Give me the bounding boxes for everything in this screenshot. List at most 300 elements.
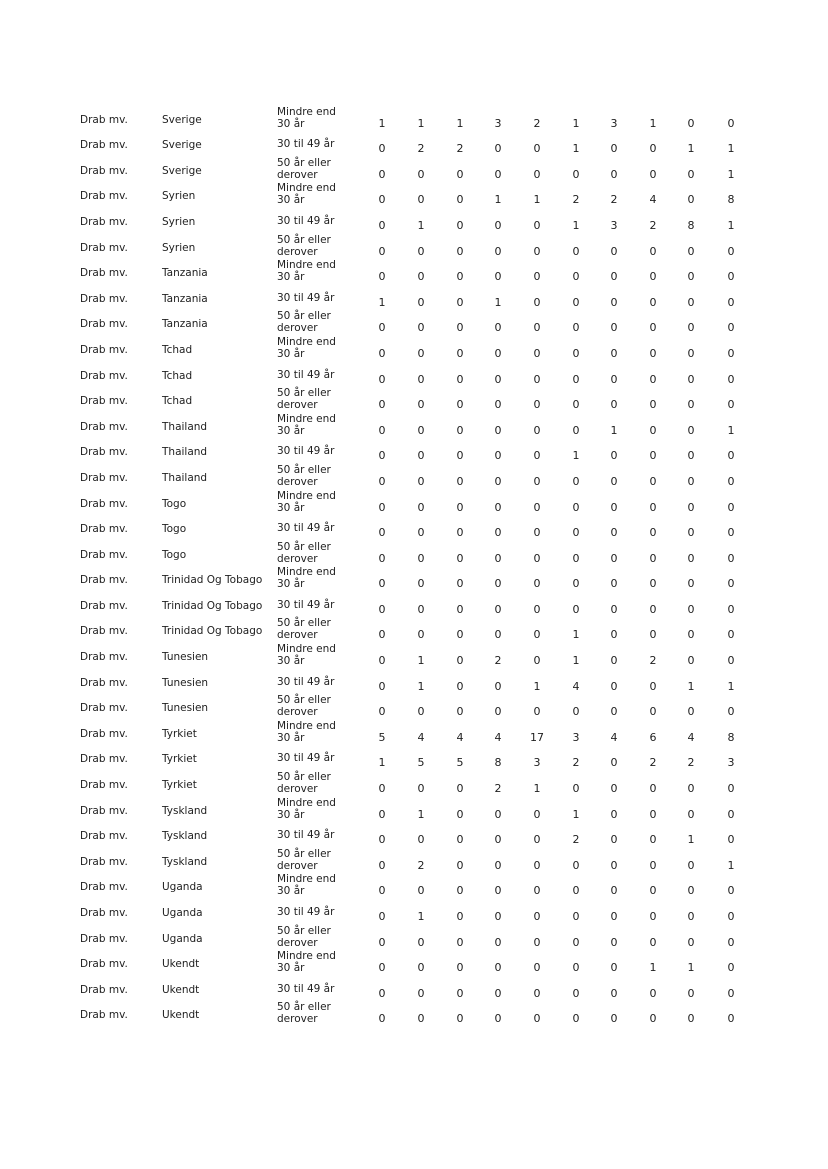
value-cell: 0	[610, 346, 618, 360]
value-cell: 0	[417, 474, 425, 488]
value-cell: 0	[456, 935, 464, 949]
age-group-cell: Mindre end 30 år	[277, 182, 336, 207]
value-cell: 0	[494, 321, 502, 335]
value-cell: 0	[610, 474, 618, 488]
value-cell: 0	[533, 705, 541, 719]
value-cell: 0	[727, 654, 735, 668]
value-cell: 1	[572, 142, 580, 156]
value-cell: 0	[378, 500, 386, 514]
value-cell: 0	[378, 628, 386, 642]
crime-type-cell: Drab mv.	[80, 395, 128, 408]
table-row	[0, 769, 828, 795]
value-cell: 0	[727, 526, 735, 540]
value-cell: 0	[378, 474, 386, 488]
value-cell: 0	[687, 474, 695, 488]
crime-type-cell: Drab mv.	[80, 958, 128, 971]
value-cell: 0	[378, 218, 386, 232]
country-cell: Syrien	[162, 241, 196, 254]
value-cell: 1	[727, 142, 735, 156]
table-row	[0, 693, 828, 719]
value-cell: 0	[378, 244, 386, 258]
value-cell: 0	[572, 372, 580, 386]
crime-type-cell: Drab mv.	[80, 215, 128, 228]
country-cell: Tunesien	[162, 651, 209, 664]
value-cell: 0	[687, 1012, 695, 1026]
table-row	[0, 872, 828, 898]
value-cell: 0	[417, 423, 425, 437]
table-row	[0, 360, 828, 386]
value-cell: 1	[572, 218, 580, 232]
value-cell: 2	[572, 193, 580, 207]
country-cell: Sverige	[162, 113, 202, 126]
value-cell: 0	[687, 346, 695, 360]
country-cell: Tyrkiet	[162, 727, 197, 740]
value-cell: 0	[456, 654, 464, 668]
value-cell: 0	[727, 1012, 735, 1026]
country-cell: Thailand	[162, 471, 208, 484]
value-cell: 4	[494, 730, 502, 744]
age-group-cell: 30 til 49 år	[277, 675, 335, 688]
value-cell: 0	[610, 833, 618, 847]
crime-type-cell: Drab mv.	[80, 548, 128, 561]
value-cell: 0	[378, 270, 386, 284]
value-cell: 0	[378, 321, 386, 335]
value-cell: 0	[687, 935, 695, 949]
crime-type-cell: Drab mv.	[80, 241, 128, 254]
value-cell: 1	[417, 679, 425, 693]
value-cell: 0	[494, 884, 502, 898]
value-cell: 0	[610, 628, 618, 642]
value-cell: 0	[494, 398, 502, 412]
value-cell: 1	[727, 167, 735, 181]
value-cell: 0	[727, 449, 735, 463]
value-cell: 0	[687, 500, 695, 514]
value-cell: 0	[533, 244, 541, 258]
age-group-cell: 30 til 49 år	[277, 982, 335, 995]
value-cell: 0	[417, 602, 425, 616]
age-group-cell: 50 år eller derover	[277, 924, 331, 949]
value-cell: 0	[572, 244, 580, 258]
value-cell: 0	[687, 193, 695, 207]
country-cell: Uganda	[162, 881, 203, 894]
crime-type-cell: Drab mv.	[80, 113, 128, 126]
age-group-cell: 50 år eller derover	[277, 694, 331, 719]
value-cell: 0	[456, 500, 464, 514]
value-cell: 0	[649, 372, 657, 386]
crime-type-cell: Drab mv.	[80, 599, 128, 612]
value-cell: 0	[494, 910, 502, 923]
value-cell: 0	[533, 910, 541, 923]
value-cell: 2	[649, 218, 657, 232]
value-cell: 0	[727, 986, 735, 1000]
value-cell: 1	[572, 449, 580, 463]
value-cell: 0	[649, 858, 657, 872]
value-cell: 0	[378, 142, 386, 156]
value-cell: 0	[533, 218, 541, 232]
value-cell: 4	[649, 193, 657, 207]
age-group-cell: 30 til 49 år	[277, 291, 335, 304]
value-cell: 0	[687, 167, 695, 181]
value-cell: 0	[610, 961, 618, 975]
value-cell: 0	[687, 910, 695, 923]
value-cell: 0	[727, 244, 735, 258]
table-row	[0, 949, 828, 975]
value-cell: 0	[417, 193, 425, 207]
value-cell: 0	[533, 295, 541, 309]
value-cell: 1	[649, 961, 657, 975]
value-cell: 0	[572, 705, 580, 719]
value-cell: 8	[727, 730, 735, 744]
value-cell: 1	[417, 910, 425, 923]
value-cell: 4	[456, 730, 464, 744]
value-cell: 0	[456, 986, 464, 1000]
value-cell: 0	[687, 577, 695, 591]
value-cell: 0	[687, 654, 695, 668]
age-group-cell: Mindre end 30 år	[277, 259, 336, 284]
table-row	[0, 488, 828, 514]
value-cell: 0	[494, 270, 502, 284]
value-cell: 0	[533, 142, 541, 156]
value-cell: 0	[649, 321, 657, 335]
country-cell: Ukendt	[162, 983, 200, 996]
age-group-cell: 50 år eller derover	[277, 1001, 331, 1026]
value-cell: 1	[649, 116, 657, 130]
value-cell: 1	[417, 654, 425, 668]
value-cell: 0	[649, 884, 657, 898]
age-group-cell: Mindre end 30 år	[277, 489, 336, 514]
age-group-cell: 30 til 49 år	[277, 368, 335, 381]
value-cell: 0	[417, 526, 425, 540]
value-cell: 1	[494, 295, 502, 309]
value-cell: 0	[533, 602, 541, 616]
value-cell: 0	[649, 577, 657, 591]
value-cell: 0	[494, 679, 502, 693]
age-group-cell: Mindre end 30 år	[277, 335, 336, 360]
value-cell: 0	[456, 551, 464, 565]
value-cell: 0	[572, 884, 580, 898]
value-cell: 0	[610, 244, 618, 258]
value-cell: 0	[378, 679, 386, 693]
value-cell: 0	[727, 577, 735, 591]
table-row	[0, 309, 828, 335]
value-cell: 0	[417, 833, 425, 847]
value-cell: 0	[533, 372, 541, 386]
age-group-cell: 30 til 49 år	[277, 752, 335, 765]
value-cell: 8	[494, 756, 502, 770]
value-cell: 0	[610, 526, 618, 540]
value-cell: 5	[417, 756, 425, 770]
value-cell: 3	[610, 218, 618, 232]
table-row	[0, 437, 828, 463]
value-cell: 0	[649, 346, 657, 360]
value-cell: 0	[572, 602, 580, 616]
value-cell: 0	[649, 833, 657, 847]
value-cell: 0	[649, 423, 657, 437]
value-cell: 0	[533, 500, 541, 514]
table-row	[0, 667, 828, 693]
age-group-cell: Mindre end 30 år	[277, 950, 336, 975]
age-group-cell: 30 til 49 år	[277, 598, 335, 611]
value-cell: 0	[687, 858, 695, 872]
value-cell: 0	[649, 449, 657, 463]
value-cell: 0	[494, 1012, 502, 1026]
country-cell: Thailand	[162, 420, 208, 433]
value-cell: 2	[572, 756, 580, 770]
age-group-cell: 30 til 49 år	[277, 522, 335, 535]
value-cell: 0	[649, 807, 657, 821]
crime-type-cell: Drab mv.	[80, 702, 128, 715]
value-cell: 2	[417, 142, 425, 156]
value-cell: 3	[533, 756, 541, 770]
table-row	[0, 565, 828, 591]
crime-type-cell: Drab mv.	[80, 727, 128, 740]
value-cell: 0	[494, 833, 502, 847]
value-cell: 0	[610, 577, 618, 591]
value-cell: 0	[456, 961, 464, 975]
value-cell: 0	[687, 449, 695, 463]
value-cell: 0	[727, 551, 735, 565]
value-cell: 8	[687, 218, 695, 232]
value-cell: 0	[378, 705, 386, 719]
value-cell: 0	[533, 833, 541, 847]
crime-type-cell: Drab mv.	[80, 523, 128, 536]
age-group-cell: Mindre end 30 år	[277, 873, 336, 898]
value-cell: 0	[727, 833, 735, 847]
value-cell: 2	[533, 116, 541, 130]
value-cell: 2	[649, 654, 657, 668]
value-cell: 0	[572, 167, 580, 181]
value-cell: 1	[572, 116, 580, 130]
value-cell: 0	[417, 346, 425, 360]
crime-type-cell: Drab mv.	[80, 830, 128, 843]
value-cell: 4	[417, 730, 425, 744]
value-cell: 0	[456, 321, 464, 335]
country-cell: Togo	[162, 497, 187, 510]
table-row	[0, 334, 828, 360]
value-cell: 1	[533, 193, 541, 207]
crime-type-cell: Drab mv.	[80, 267, 128, 280]
table-row	[0, 411, 828, 437]
value-cell: 0	[533, 423, 541, 437]
value-cell: 1	[572, 654, 580, 668]
value-cell: 0	[727, 782, 735, 796]
value-cell: 0	[378, 346, 386, 360]
table-row	[0, 283, 828, 309]
value-cell: 3	[572, 730, 580, 744]
age-group-cell: 30 til 49 år	[277, 906, 335, 918]
age-group-cell: 50 år eller derover	[277, 387, 331, 412]
value-cell: 0	[687, 782, 695, 796]
value-cell: 0	[494, 858, 502, 872]
value-cell: 0	[687, 321, 695, 335]
country-cell: Tchad	[162, 369, 193, 382]
value-cell: 0	[687, 986, 695, 1000]
value-cell: 0	[649, 295, 657, 309]
value-cell: 1	[378, 756, 386, 770]
value-cell: 1	[687, 679, 695, 693]
value-cell: 0	[456, 833, 464, 847]
value-cell: 0	[456, 244, 464, 258]
value-cell: 1	[494, 193, 502, 207]
value-cell: 2	[494, 782, 502, 796]
country-cell: Tyskland	[162, 830, 208, 843]
value-cell: 0	[610, 167, 618, 181]
value-cell: 0	[649, 526, 657, 540]
table-row	[0, 104, 828, 130]
value-cell: 0	[572, 935, 580, 949]
value-cell: 0	[649, 986, 657, 1000]
value-cell: 0	[610, 807, 618, 821]
value-cell: 1	[727, 423, 735, 437]
value-cell: 0	[649, 782, 657, 796]
crime-type-cell: Drab mv.	[80, 1009, 128, 1022]
age-group-cell: Mindre end 30 år	[277, 105, 336, 130]
age-group-cell: 50 år eller derover	[277, 540, 331, 565]
value-cell: 0	[417, 705, 425, 719]
country-cell: Tunesien	[162, 676, 209, 689]
value-cell: 0	[378, 654, 386, 668]
value-cell: 0	[572, 474, 580, 488]
value-cell: 0	[572, 500, 580, 514]
table-row	[0, 795, 828, 821]
crime-type-cell: Drab mv.	[80, 292, 128, 305]
value-cell: 0	[610, 756, 618, 770]
value-cell: 0	[417, 295, 425, 309]
value-cell: 0	[649, 270, 657, 284]
value-cell: 0	[378, 449, 386, 463]
crime-type-cell: Drab mv.	[80, 983, 128, 996]
value-cell: 0	[456, 449, 464, 463]
crime-type-cell: Drab mv.	[80, 753, 128, 766]
value-cell: 1	[378, 295, 386, 309]
value-cell: 0	[378, 910, 386, 923]
value-cell: 0	[494, 474, 502, 488]
value-cell: 6	[649, 730, 657, 744]
age-group-cell: 50 år eller derover	[277, 847, 331, 872]
crime-type-cell: Drab mv.	[80, 855, 128, 868]
value-cell: 0	[494, 500, 502, 514]
value-cell: 0	[533, 167, 541, 181]
table-row	[0, 155, 828, 181]
value-cell: 0	[727, 295, 735, 309]
value-cell: 0	[572, 961, 580, 975]
value-cell: 2	[494, 654, 502, 668]
crime-type-cell: Drab mv.	[80, 471, 128, 484]
value-cell: 0	[494, 244, 502, 258]
value-cell: 0	[610, 705, 618, 719]
value-cell: 0	[572, 295, 580, 309]
value-cell: 0	[649, 474, 657, 488]
value-cell: 0	[378, 858, 386, 872]
value-cell: 1	[687, 961, 695, 975]
value-cell: 0	[610, 500, 618, 514]
country-cell: Trinidad Og Tobago	[162, 599, 263, 612]
value-cell: 0	[727, 500, 735, 514]
age-group-cell: 50 år eller derover	[277, 617, 331, 642]
table-row	[0, 718, 828, 744]
value-cell: 0	[494, 372, 502, 386]
value-cell: 0	[649, 142, 657, 156]
value-cell: 17	[530, 730, 544, 744]
value-cell: 0	[687, 116, 695, 130]
table-row	[0, 1000, 828, 1026]
value-cell: 0	[533, 449, 541, 463]
value-cell: 1	[533, 782, 541, 796]
value-cell: 0	[417, 628, 425, 642]
value-cell: 0	[727, 628, 735, 642]
value-cell: 0	[456, 910, 464, 923]
value-cell: 0	[572, 577, 580, 591]
value-cell: 0	[378, 526, 386, 540]
value-cell: 1	[727, 218, 735, 232]
crime-type-cell: Drab mv.	[80, 804, 128, 817]
value-cell: 3	[727, 756, 735, 770]
age-group-cell: 50 år eller derover	[277, 310, 331, 335]
value-cell: 0	[494, 935, 502, 949]
value-cell: 0	[687, 705, 695, 719]
value-cell: 0	[649, 628, 657, 642]
value-cell: 0	[687, 884, 695, 898]
value-cell: 0	[533, 526, 541, 540]
country-cell: Tanzania	[162, 292, 208, 305]
crime-type-cell: Drab mv.	[80, 139, 128, 152]
value-cell: 0	[727, 602, 735, 616]
value-cell: 0	[533, 884, 541, 898]
value-cell: 2	[417, 858, 425, 872]
value-cell: 1	[572, 628, 580, 642]
value-cell: 0	[649, 167, 657, 181]
value-cell: 0	[533, 321, 541, 335]
value-cell: 0	[572, 346, 580, 360]
value-cell: 0	[417, 321, 425, 335]
value-cell: 1	[417, 116, 425, 130]
value-cell: 0	[494, 526, 502, 540]
crime-type-cell: Drab mv.	[80, 446, 128, 459]
table-row	[0, 616, 828, 642]
value-cell: 0	[727, 372, 735, 386]
table-row	[0, 923, 828, 949]
value-cell: 0	[494, 577, 502, 591]
value-cell: 0	[456, 858, 464, 872]
value-cell: 1	[687, 142, 695, 156]
value-cell: 0	[456, 270, 464, 284]
value-cell: 0	[687, 244, 695, 258]
table-row	[0, 641, 828, 667]
value-cell: 0	[456, 218, 464, 232]
table-row	[0, 821, 828, 847]
table-row	[0, 897, 828, 923]
value-cell: 0	[533, 1012, 541, 1026]
value-cell: 1	[610, 423, 618, 437]
value-cell: 0	[533, 986, 541, 1000]
value-cell: 0	[727, 884, 735, 898]
value-cell: 0	[649, 705, 657, 719]
value-cell: 0	[649, 500, 657, 514]
value-cell: 0	[727, 270, 735, 284]
crime-type-cell: Drab mv.	[80, 881, 128, 894]
value-cell: 0	[533, 807, 541, 821]
value-cell: 0	[610, 602, 618, 616]
value-cell: 0	[378, 577, 386, 591]
value-cell: 0	[494, 346, 502, 360]
value-cell: 0	[727, 807, 735, 821]
age-group-cell: 30 til 49 år	[277, 829, 335, 842]
value-cell: 0	[572, 526, 580, 540]
country-cell: Sverige	[162, 139, 202, 152]
age-group-cell: 50 år eller derover	[277, 233, 331, 258]
country-cell: Tanzania	[162, 318, 208, 331]
value-cell: 0	[417, 551, 425, 565]
